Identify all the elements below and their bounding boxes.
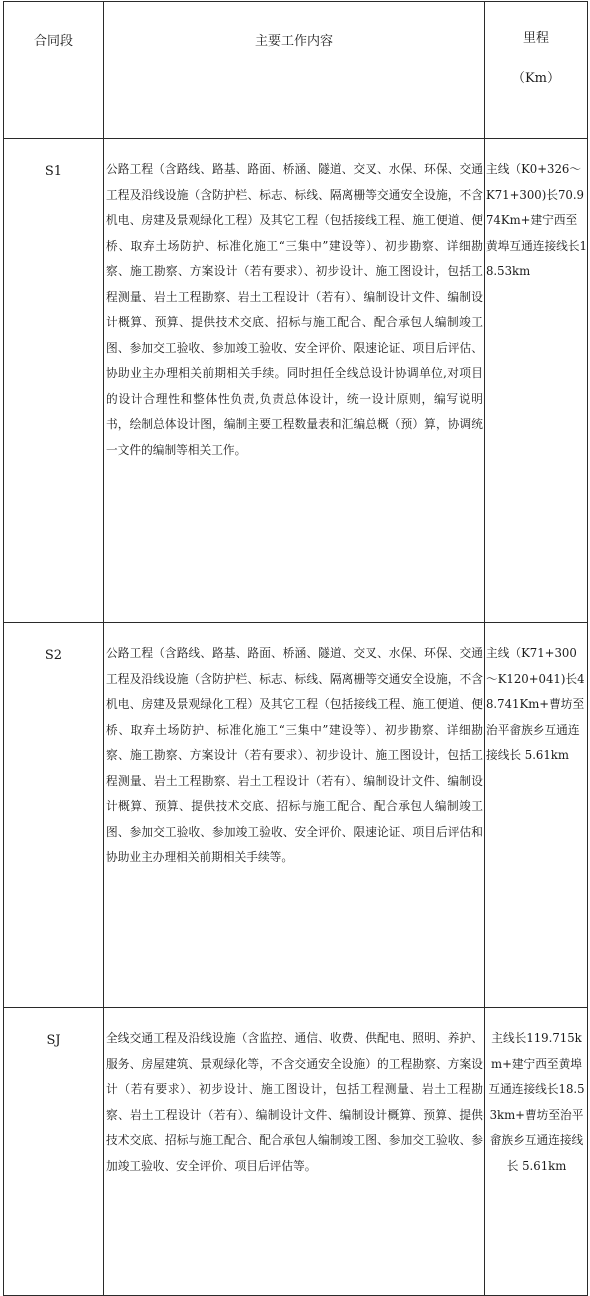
segment-cell: SJ: [4, 1008, 104, 1296]
segment-cell: S1: [4, 139, 104, 623]
header-mileage-label: 里程: [522, 31, 549, 46]
table-header-row: [4, 2, 588, 139]
header-mileage-unit: （Km）: [511, 71, 561, 86]
header-content: 主要工作内容: [104, 2, 485, 139]
content-cell: 公路工程（含路线、路基、路面、桥涵、隧道、交叉、水保、环保、交通工程及沿线设施（含防护栏、标志、标线、隔离栅等交通安全设施，不含机电、房建及景观绿化工程）及其它工程（包括接线工程、施工便道、便桥、取弃土场防护、标准化施工“三集中”建设等）、初步勘察、详细勘察、施工勘察、方案设计（若有要求）、初步设计、施工图设计，包括工程测量、岩土工程勘察、岩土工程设计（若有）、编制设计文件、编制设计概算、预算、提供技术交底、招标与施工配合、配合承包人编制竣工图、参加交工验收、参加竣工验收、安全评价、限速论证、项目后评估、协助业主办理相关前期相关手续。同时担任全线总设计协调单位,对项目的设计合理性和整体性负责,负责总体设计，统一设计原则，编写说明书，绘制总体设计图，编制主要工程数量表和汇编总概（预）算，协调统一文件的编制等相关工作。: [104, 139, 485, 623]
content-cell: 全线交通工程及沿线设施（含监控、通信、收费、供配电、照明、养护、服务、房屋建筑、景观绿化等，不含交通安全设施）的工程勘察、方案设计（若有要求）、初步设计、施工图设计，包括工程测量、岩土工程勘察、岩土工程设计（若有）、编制设计文件、编制设计概算、预算、提供技术交底、招标与施工配合、配合承包人编制竣工图、参加交工验收、参加竣工验收、安全评价、项目后评估等。: [104, 1008, 485, 1296]
table-row: [4, 1008, 588, 1296]
mileage-cell: 主线（K71+300～K120+041)长48.741Km+曹坊至治平畲族乡互通连接线长 5.61km: [485, 623, 588, 1008]
mileage-cell: 主线（K0+326～K71+300)长70.974Km+建宁西至黄埠互通连接线长18.53km: [485, 139, 588, 623]
header-mileage: [485, 2, 588, 139]
table-row: [4, 623, 588, 1008]
contract-table: [3, 1, 588, 1296]
header-segment: 合同段: [4, 2, 104, 139]
content-cell: 公路工程（含路线、路基、路面、桥涵、隧道、交叉、水保、环保、交通工程及沿线设施（含防护栏、标志、标线、隔离栅等交通安全设施，不含机电、房建及景观绿化工程）及其它工程（包括接线工程、施工便道、便桥、取弃土场防护、标准化施工“三集中”建设等）、初步勘察、详细勘察、施工勘察、方案设计（若有要求）、初步设计、施工图设计，包括工程测量、岩土工程勘察、岩土工程设计（若有）、编制设计文件、编制设计概算、预算、提供技术交底、招标与施工配合、配合承包人编制竣工图、参加交工验收、参加竣工验收、安全评价、限速论证、项目后评估和协助业主办理相关前期相关手续等。: [104, 623, 485, 1008]
mileage-cell: 主线长119.715km+建宁西至黄埠互通连接线长18.53km+曹坊至治平畲族乡互通连接线长 5.61km: [485, 1008, 588, 1296]
table-row: [4, 139, 588, 623]
segment-cell: S2: [4, 623, 104, 1008]
